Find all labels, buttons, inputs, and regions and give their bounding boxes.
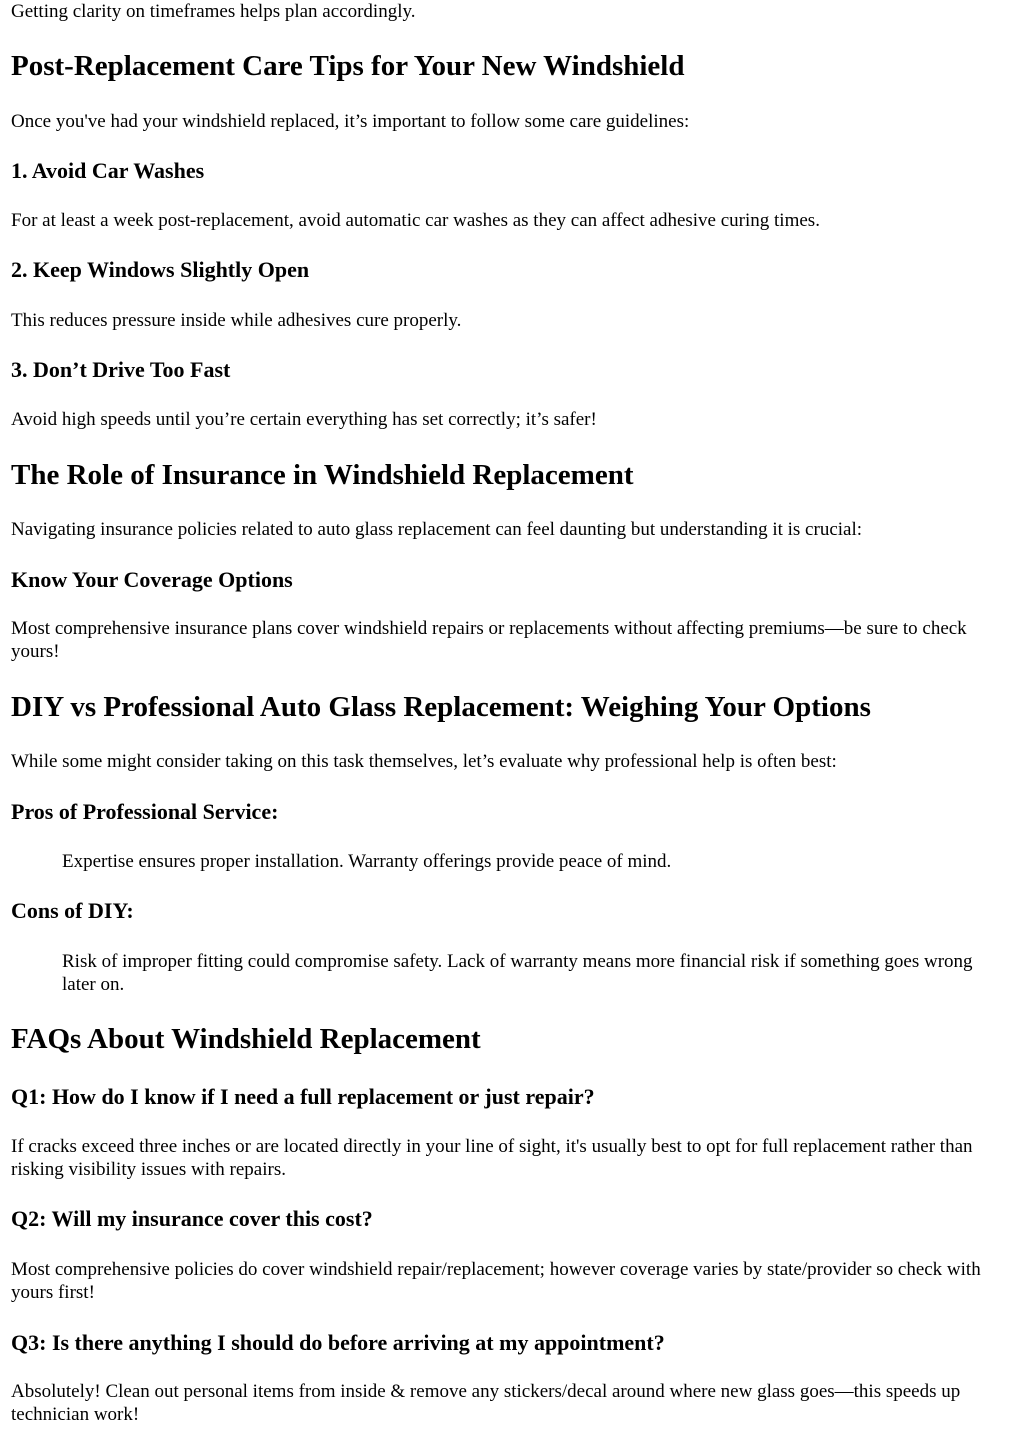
pros-text: Expertise ensures proper installation. Warranty offerings provide peace of mind.	[62, 851, 672, 872]
cons-heading: Cons of DIY:	[11, 898, 134, 923]
insurance-intro: Navigating insurance policies related to auto glass replacement can feel daunting but understanding it is crucial:	[11, 519, 863, 540]
coverage-options-text: Most comprehensive insurance plans cover windshield repairs or replacements without affecting premiums—be sure to check yours!	[11, 618, 967, 662]
faq-question-3: Q3: Is there anything I should do before arriving at my appointment?	[11, 1330, 665, 1355]
care-tips-heading: Post-Replacement Care Tips for Your New Windshield	[11, 50, 685, 82]
insurance-heading: The Role of Insurance in Windshield Replacement	[11, 459, 634, 491]
cons-text: Risk of improper fitting could compromise safety. Lack of warranty means more financial risk if something goes wrong later on.	[62, 951, 973, 995]
care-tips-intro: Once you've had your windshield replaced, it’s important to follow some care guidelines:	[11, 111, 690, 132]
intro-tail-paragraph: Getting clarity on timeframes helps plan accordingly.	[11, 1, 416, 22]
tip-1-heading: 1. Avoid Car Washes	[11, 158, 205, 183]
faq-question-1: Q1: How do I know if I need a full replacement or just repair?	[11, 1084, 595, 1109]
coverage-options-heading: Know Your Coverage Options	[11, 567, 293, 592]
diy-vs-pro-intro: While some might consider taking on this task themselves, let’s evaluate why professional help is often best:	[11, 751, 837, 772]
tip-2-heading: 2. Keep Windows Slightly Open	[11, 257, 310, 282]
diy-vs-pro-heading: DIY vs Professional Auto Glass Replacement: Weighing Your Options	[11, 691, 871, 723]
faq-answer-2: Most comprehensive policies do cover windshield repair/replacement; however coverage varies by state/provider so check with yours first!	[11, 1259, 981, 1303]
tip-3-text: Avoid high speeds until you’re certain everything has set correctly; it’s safer!	[11, 409, 597, 430]
faq-answer-1: If cracks exceed three inches or are located directly in your line of sight, it's usually best to opt for full replacement rather than risking visibility issues with repairs.	[11, 1136, 973, 1180]
faq-question-2: Q2: Will my insurance cover this cost?	[11, 1206, 373, 1231]
faq-answer-3: Absolutely! Clean out personal items from inside & remove any stickers/decal around where new glass goes—this speeds up technician work!	[11, 1381, 961, 1425]
tip-3-heading: 3. Don’t Drive Too Fast	[11, 357, 231, 382]
tip-2-text: This reduces pressure inside while adhesives cure properly.	[11, 310, 462, 331]
tip-1-text: For at least a week post-replacement, avoid automatic car washes as they can affect adhesive curing times.	[11, 210, 820, 231]
pros-heading: Pros of Professional Service:	[11, 799, 279, 824]
faq-heading: FAQs About Windshield Replacement	[11, 1023, 481, 1055]
